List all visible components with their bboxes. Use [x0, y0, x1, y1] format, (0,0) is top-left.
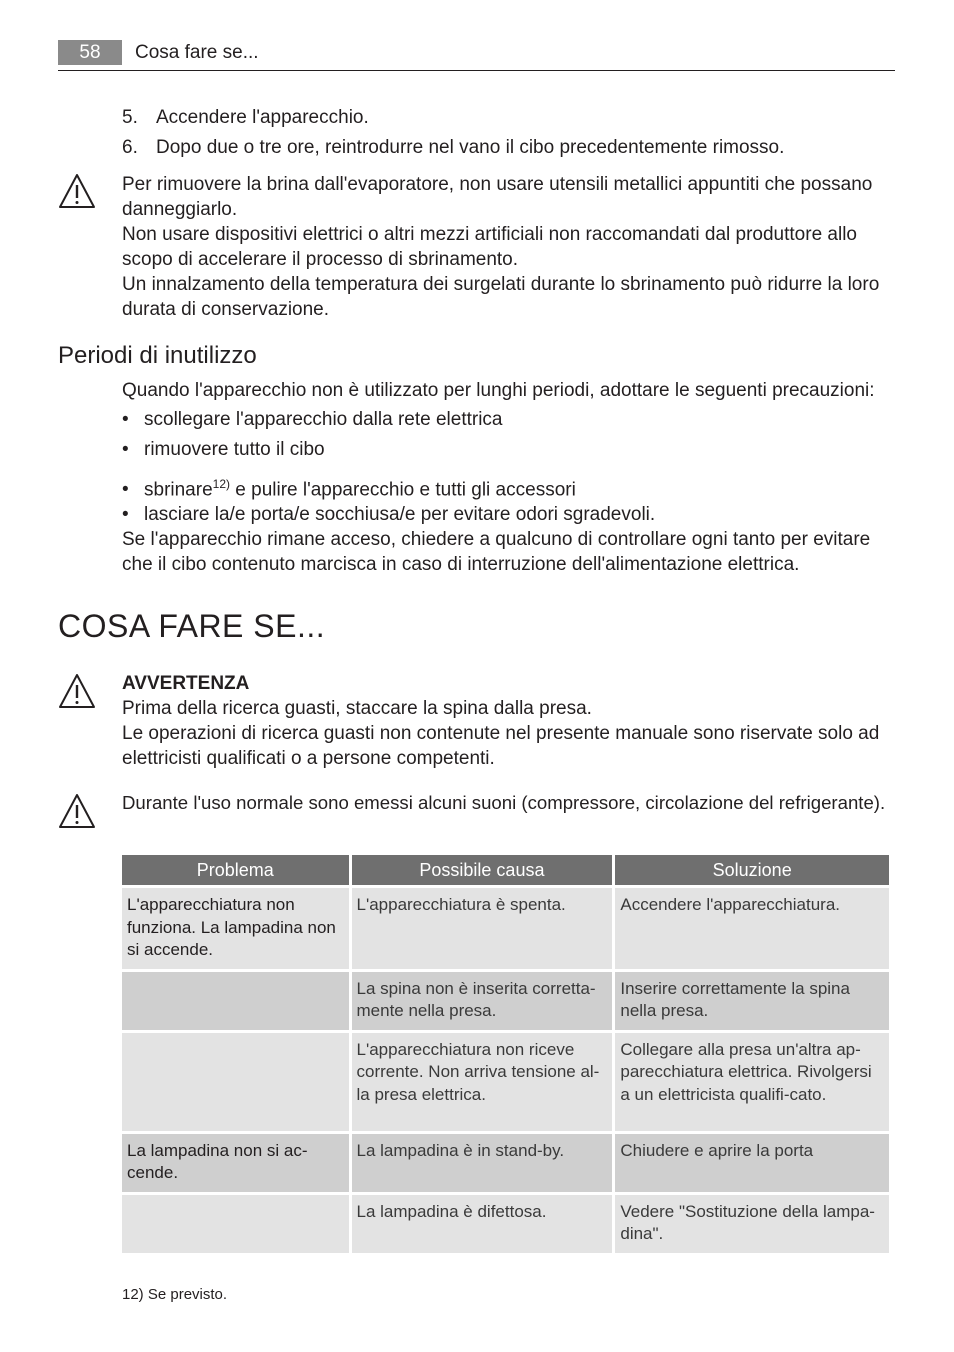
- cell-solution: Vedere "Sostituzione della lampa-dina".: [615, 1195, 889, 1253]
- cell-cause: La lampadina è in stand-by.: [352, 1134, 613, 1192]
- section-heading-periodi: Periodi di inutilizzo: [58, 342, 257, 369]
- cell-cause: La spina non è inserita corretta-mente nella presa.: [352, 972, 613, 1030]
- table-row: [122, 1195, 889, 1253]
- list-item: [122, 472, 576, 502]
- footnote: 12) Se previsto.: [122, 1286, 228, 1303]
- cell-cause: La lampadina è difettosa.: [352, 1195, 613, 1253]
- cell-problem: [122, 1033, 349, 1131]
- warning-line: scopo di accelerare il processo di sbrinamento.: [122, 249, 519, 270]
- list-item-text: scollegare l'apparecchio dalla rete elettrica: [144, 409, 503, 430]
- cell-problem: La lampadina non si ac-cende.: [122, 1134, 349, 1192]
- column-header-problema: Problema: [122, 855, 349, 885]
- list-item-text: lasciare la/e porta/e socchiusa/e per evitare odori sgradevoli.: [144, 504, 656, 525]
- warning-title: AVVERTENZA: [122, 673, 250, 694]
- table-row: [122, 1134, 889, 1192]
- cell-solution: Accendere l'apparecchiatura.: [615, 888, 889, 969]
- bullet-icon: •: [122, 479, 129, 501]
- page-number: 58: [58, 40, 122, 65]
- cell-solution: Collegare alla presa un'altra ap-parecchiatura elettrica. Rivolgersi a un elettricista qualifi-cato.: [615, 1033, 889, 1131]
- table-row: [122, 888, 889, 969]
- cell-problem: [122, 972, 349, 1030]
- list-item: [122, 502, 655, 527]
- warning-line: Per rimuovere la brina dall'evaporatore, non usare utensili metallici appuntiti che possano: [122, 174, 873, 195]
- bullet-icon: •: [122, 439, 129, 460]
- cell-problem: L'apparecchiatura non funziona. La lampadina non si accende.: [122, 888, 349, 969]
- list-item-text: sbrinare: [144, 479, 213, 501]
- warning-line: elettricisti qualificati o a persone competenti.: [122, 748, 495, 769]
- cell-solution: Inserire correttamente la spina nella presa.: [615, 972, 889, 1030]
- table-header-row: [122, 855, 889, 885]
- cell-solution: Chiudere e aprire la porta: [615, 1134, 889, 1192]
- periodi-outro: [122, 527, 897, 577]
- troubleshooting-table: [119, 852, 892, 1256]
- paragraph-line: Se l'apparecchio rimane acceso, chiedere a qualcuno di controllare ogni tanto per evitare: [122, 529, 871, 550]
- chapter-heading: COSA FARE SE...: [58, 608, 326, 644]
- warning-line: Un innalzamento della temperatura dei surgelati durante lo sbrinamento può ridurre la loro: [122, 274, 880, 295]
- list-item-text: rimuovere tutto il cibo: [144, 439, 325, 460]
- warning-triangle-icon: [58, 793, 96, 829]
- warning-line: danneggiarlo.: [122, 199, 238, 220]
- paragraph-line: che il cibo contenuto marcisca in caso di interruzione dell'alimentazione elettrica.: [122, 554, 800, 575]
- column-header-soluzione: Soluzione: [615, 855, 889, 885]
- table-row: [122, 1033, 889, 1131]
- warning-triangle-icon: [58, 673, 96, 709]
- warning-line: Non usare dispositivi elettrici o altri mezzi artificiali non raccomandati dal produttore allo: [122, 224, 857, 245]
- warning-text: [122, 172, 897, 322]
- list-item: [122, 407, 503, 432]
- list-item-text: e pulire l'apparecchio e tutti gli accessori: [230, 479, 576, 501]
- warning-text: [122, 671, 897, 771]
- cell-cause: L'apparecchiatura non riceve corrente. Non arriva tensione al-la presa elettrica.: [352, 1033, 613, 1131]
- cell-cause: L'apparecchiatura è spenta.: [352, 888, 613, 969]
- step-item: [122, 135, 784, 160]
- footnote-reference[interactable]: 12): [212, 477, 230, 491]
- warning-line: Prima della ricerca guasti, staccare la spina dalla presa.: [122, 698, 592, 719]
- step-number: 6.: [122, 137, 138, 158]
- bullet-icon: •: [122, 409, 129, 430]
- warning-line: Le operazioni di ricerca guasti non contenute nel presente manuale sono riservate solo ad: [122, 723, 880, 744]
- column-header-causa: Possibile causa: [352, 855, 613, 885]
- table-row: [122, 972, 889, 1030]
- bullet-icon: •: [122, 504, 129, 525]
- note-text: Durante l'uso normale sono emessi alcuni suoni (compressore, circolazione del refrigerante).: [122, 792, 886, 813]
- warning-triangle-icon: [58, 173, 96, 209]
- step-text: Accendere l'apparecchio.: [156, 107, 369, 128]
- warning-line: durata di conservazione.: [122, 299, 330, 320]
- periodi-intro: Quando l'apparecchio non è utilizzato per lunghi periodi, adottare le seguenti precauzioni:: [122, 380, 875, 401]
- header-rule: [58, 70, 895, 71]
- list-item: [122, 437, 325, 462]
- step-number: 5.: [122, 107, 138, 128]
- step-text: Dopo due o tre ore, reintrodurre nel vano il cibo precedentemente rimosso.: [156, 137, 785, 158]
- step-item: [122, 105, 369, 130]
- running-title: Cosa fare se...: [135, 42, 259, 63]
- cell-problem: [122, 1195, 349, 1253]
